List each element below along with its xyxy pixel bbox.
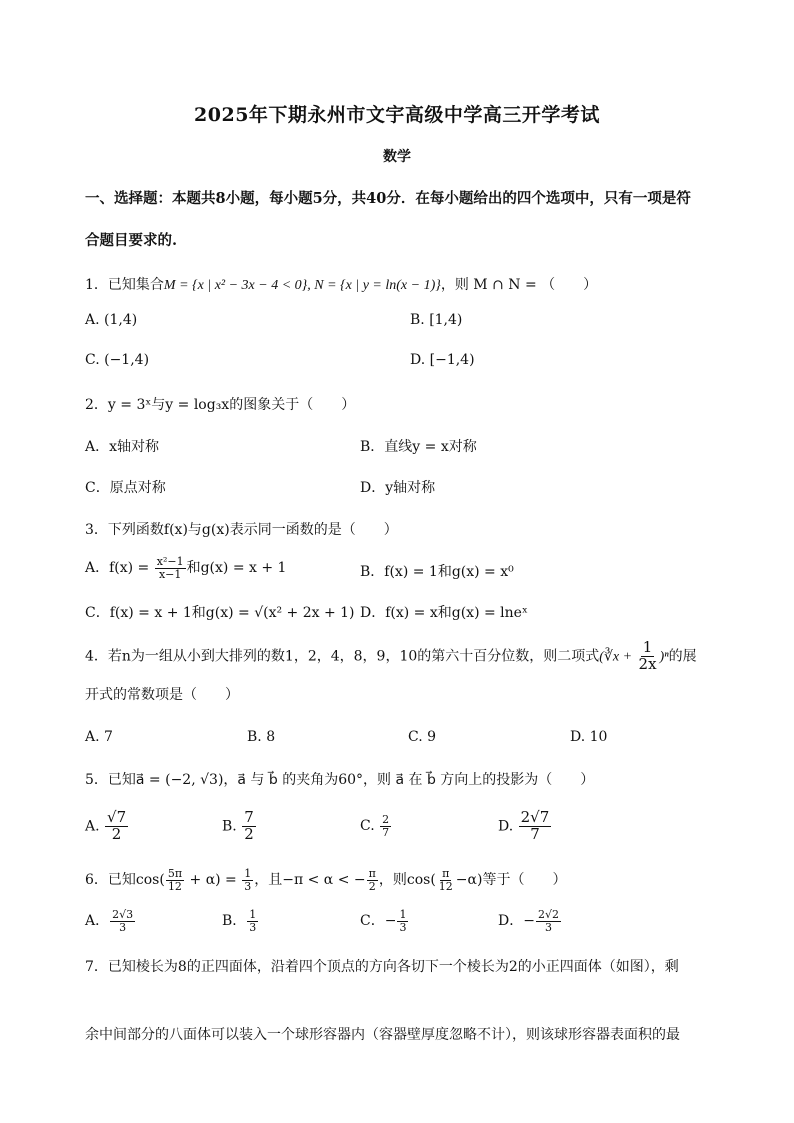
q6-f1-numerator: 5π <box>167 867 183 880</box>
question-6-stem <box>85 868 725 892</box>
q3-a-denominator: x−1 <box>158 567 182 581</box>
q5-b-denominator: 2 <box>244 824 254 843</box>
q6-a-numerator: 2√3 <box>112 908 134 921</box>
q1-option-c: C. (−1,4) <box>85 352 150 368</box>
q6-c-numerator: 1 <box>399 908 407 921</box>
q4-expr-pre: (∛x + <box>599 649 636 665</box>
q4-denominator: 2x <box>638 654 657 673</box>
q5-c-denominator: 7 <box>382 825 390 839</box>
q5-a-fraction <box>105 810 128 843</box>
q6-a-fraction <box>110 909 135 933</box>
q2-option-d: D．y轴对称 <box>360 480 436 496</box>
q6-c-label: C．− <box>360 913 397 930</box>
section-heading-cont: 合题目要求的. <box>85 232 178 249</box>
q4-option-c: C. 9 <box>408 729 437 745</box>
q6-d-label: D．− <box>498 913 535 930</box>
q6-b-fraction <box>247 909 258 933</box>
subject-title: 数学 <box>383 149 411 165</box>
q1-suffix: ，则 M ∩ N = （ ） <box>440 277 598 293</box>
q6-stem-d: ，则cos( <box>378 872 436 889</box>
q4-option-b: B. 8 <box>247 729 276 745</box>
q6-b-numerator: 1 <box>249 908 257 921</box>
q6-option-d <box>498 909 562 933</box>
q5-a-numerator: √7 <box>107 808 127 826</box>
q5-a-label: A. <box>85 818 100 835</box>
question-5-stem: 5．已知a⃗ = (−2, √3)，a⃗ 与 b⃗ 的夹角为60°，则 a⃗ 在 b⃗ 方向上的投影为（ ） <box>85 772 595 788</box>
q5-a-denominator: 2 <box>111 824 122 843</box>
q2-option-a: A．x轴对称 <box>85 439 160 455</box>
q5-option-c <box>360 814 392 838</box>
q5-option-d <box>498 810 552 843</box>
q6-a-label: A． <box>85 913 110 930</box>
q5-d-denominator: 7 <box>530 824 540 843</box>
q4-stem-post: 的展 <box>668 648 697 665</box>
q5-option-b <box>222 810 257 843</box>
q1-option-a: A. (1,4) <box>85 312 138 328</box>
question-7-stem-cont: 余中间部分的八面体可以装入一个球形容器内（容器壁厚度忽略不计），则该球形容器表面积的最 <box>85 1027 680 1043</box>
q3-a-numerator: x²−1 <box>156 555 184 568</box>
q6-stem-c: ，且−π < α < − <box>254 872 366 889</box>
question-7-stem: 7．已知棱长为8的正四面体，沿着四个顶点的方向各切下一个棱长为2的小正四面体（如图），剩 <box>85 959 679 975</box>
q3-option-c: C．f(x) = x + 1和g(x) = √(x² + 2x + 1) <box>85 605 355 621</box>
q3-option-b: B．f(x) = 1和g(x) = x⁰ <box>360 564 514 580</box>
q6-fraction-3 <box>367 868 378 892</box>
q1-option-d: D. [−1,4) <box>410 352 475 368</box>
q6-d-fraction <box>536 909 561 933</box>
q6-stem-a: 6．已知cos( <box>85 872 165 889</box>
section-heading: 一、选择题：本题共8小题，每小题5分，共40分．在每小题给出的四个选项中，只有一项是符 <box>85 190 691 207</box>
q5-d-numerator: 2√7 <box>520 808 550 826</box>
q5-d-label: D. <box>498 818 514 835</box>
q4-stem-pre: 4．若n为一组从小到大排列的数1，2，4，8，9，10的第六十百分位数，则二项式 <box>85 648 600 665</box>
q6-f2-numerator: 1 <box>244 867 252 880</box>
question-4-stem-cont: 开式的常数项是（ ） <box>85 687 239 703</box>
q6-option-b <box>222 909 259 933</box>
q6-c-fraction <box>397 909 408 933</box>
q6-f2-denominator: 3 <box>244 879 252 893</box>
q5-c-fraction <box>380 814 391 838</box>
q4-numerator: 1 <box>642 638 653 656</box>
q1-option-b: B. [1,4) <box>410 312 463 328</box>
q6-d-numerator: 2√2 <box>537 908 559 921</box>
q5-option-a <box>85 810 129 843</box>
q6-d-denominator: 3 <box>544 920 552 934</box>
q6-f1-denominator: 12 <box>167 879 182 893</box>
q6-f3-numerator: π <box>368 867 376 880</box>
q6-option-a <box>85 909 136 933</box>
question-3-stem: 3．下列函数f(x)与g(x)表示同一函数的是（ ） <box>85 522 398 538</box>
q6-fraction-1 <box>166 868 184 892</box>
q4-option-d: D. 10 <box>570 729 608 745</box>
q2-option-c: C．原点对称 <box>85 480 166 496</box>
q5-c-label: C. <box>360 818 375 835</box>
q4-option-a: A. 7 <box>85 729 113 745</box>
q5-d-fraction <box>519 810 552 843</box>
q6-c-denominator: 3 <box>399 920 407 934</box>
q6-a-denominator: 3 <box>119 920 127 934</box>
q3-option-d: D．f(x) = x和g(x) = lneˣ <box>360 605 528 621</box>
q1-sets: M = {x | x² − 3x − 4 < 0}, N = {x | y = ln(x − 1)} <box>163 278 441 293</box>
q2-option-b: B．直线y = x对称 <box>360 439 477 455</box>
q4-expr-post: )ⁿ <box>659 649 669 665</box>
q4-fraction <box>637 640 659 673</box>
q3-a-fraction <box>155 556 186 580</box>
q3-a-post: 和g(x) = x + 1 <box>186 560 287 577</box>
q6-stem-b: + α) = <box>185 872 242 889</box>
q1-prefix: 1．已知集合 <box>85 277 164 293</box>
q3-option-a <box>85 556 286 580</box>
q6-option-c <box>360 909 409 933</box>
q5-b-numerator: 7 <box>244 808 254 826</box>
q5-c-numerator: 2 <box>382 813 390 826</box>
q6-b-denominator: 3 <box>249 920 257 934</box>
question-2-stem: 2．y = 3ˣ与y = log₃x的图象关于（ ） <box>85 397 356 413</box>
q6-fraction-2 <box>242 868 253 892</box>
q6-f4-numerator: π <box>442 867 450 880</box>
q5-b-label: B. <box>222 818 237 835</box>
exam-title: 2025年下期永州市文宇高级中学高三开学考试 <box>194 104 600 126</box>
q5-b-fraction <box>242 810 256 843</box>
q6-f3-denominator: 2 <box>368 879 376 893</box>
question-4-stem <box>85 640 725 673</box>
q6-b-label: B． <box>222 913 247 930</box>
q3-a-pre: A．f(x) = <box>85 560 154 577</box>
q6-f4-denominator: 12 <box>438 879 453 893</box>
q6-stem-e: −α)等于（ ） <box>455 872 567 889</box>
question-1-stem <box>85 274 725 294</box>
q6-fraction-4 <box>437 868 455 892</box>
